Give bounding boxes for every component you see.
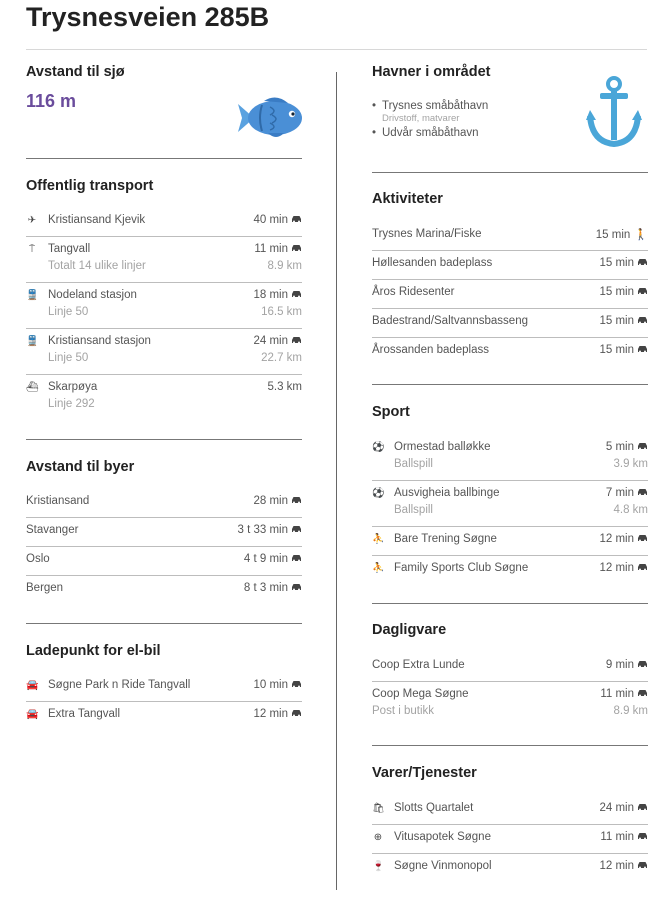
list-item: Åros Ridesenter 15 min <box>372 286 648 304</box>
list-item: ⍑ Tangvall Totalt 14 ulike linjer 11 min 8.9 km <box>26 243 302 277</box>
football-icon: ⚽ <box>372 442 385 453</box>
car-icon <box>637 316 648 324</box>
groceries-title: Dagligvare <box>372 622 447 638</box>
football-icon: ⚽ <box>372 488 385 499</box>
car-icon <box>637 861 648 869</box>
list-item: Trysnes Marina/Fiske 15 min 🚶 <box>372 228 648 241</box>
list-item: Coop Extra Lunde 9 min <box>372 659 648 677</box>
fish-icon <box>232 95 304 141</box>
car-icon <box>291 709 302 717</box>
harbor-list: • Trysnes småbåthavn Drivstoff, matvarer • Udvår småbåthavn <box>372 100 488 139</box>
car-icon <box>637 345 648 353</box>
bus-stop-icon: ⍑ <box>29 244 35 255</box>
page-title: Trysnesveien 285B <box>26 2 270 32</box>
list-item: ⛹ Family Sports Club Søgne 12 min <box>372 562 648 580</box>
car-icon <box>637 534 648 542</box>
car-icon <box>291 215 302 223</box>
charging-title: Ladepunkt for el-bil <box>26 643 161 659</box>
car-icon <box>637 832 648 840</box>
car-icon <box>291 583 302 591</box>
cities-title: Avstand til byer <box>26 459 135 475</box>
section-divider <box>26 439 302 440</box>
list-item: Høllesanden badeplass 15 min <box>372 257 648 275</box>
car-icon <box>637 660 648 668</box>
car-icon <box>291 496 302 504</box>
list-item: Oslo 4 t 9 min <box>26 553 302 571</box>
train-icon: 🚆 <box>26 336 39 347</box>
list-item: Bergen 8 t 3 min <box>26 582 302 600</box>
section-divider <box>372 384 648 385</box>
list-item: • Udvår småbåthavn <box>372 127 488 139</box>
list-item: 🚆 Kristiansand stasjon Linje 50 24 min 22.7 km <box>26 335 302 364</box>
list-item: ⛴ Skarpøya Linje 292 5.3 km <box>26 381 302 410</box>
list-item: • Trysnes småbåthavn <box>372 100 488 112</box>
car-icon <box>291 244 302 252</box>
fitness-icon: ⛹ <box>372 563 385 574</box>
car-icon <box>637 488 648 496</box>
list-item: 🍷 Søgne Vinmonopol 12 min <box>372 860 648 878</box>
list-item: Stavanger 3 t 33 min <box>26 524 302 542</box>
list-item: 🚘 Extra Tangvall 12 min <box>26 708 302 726</box>
list-item: Kristiansand 28 min <box>26 495 302 513</box>
wine-icon: 🍷 <box>372 861 385 872</box>
section-divider <box>372 745 648 746</box>
sea-distance-value: 116 m <box>26 91 77 111</box>
ferry-icon: ⛴ <box>26 382 39 393</box>
car-icon <box>637 689 648 697</box>
sea-distance-title: Avstand til sjø <box>26 64 125 80</box>
section-divider <box>372 172 648 173</box>
car-icon <box>291 554 302 562</box>
car-icon <box>637 563 648 571</box>
title-divider <box>26 49 647 50</box>
car-icon <box>637 287 648 295</box>
section-divider <box>26 158 302 159</box>
car-icon <box>291 336 302 344</box>
harbors-title: Havner i området <box>372 64 491 80</box>
list-item: Årossanden badeplass 15 min <box>372 344 648 362</box>
section-divider <box>372 603 648 604</box>
fitness-icon: ⛹ <box>372 534 385 545</box>
list-item: 🛍 Slotts Quartalet 24 min <box>372 802 648 820</box>
airplane-icon: ✈ <box>27 215 37 226</box>
column-divider <box>336 72 337 890</box>
list-item: ✈ Kristiansand Kjevik 40 min <box>26 214 302 232</box>
list-item: ⚽ Ormestad balløkke Ballspill 5 min 3.9 km <box>372 441 648 470</box>
list-item: 🚆 Nodeland stasjon Linje 50 18 min 16.5 km <box>26 289 302 318</box>
list-item: ⚽ Ausvigheia ballbinge Ballspill 7 min 4.8 km <box>372 487 648 516</box>
list-item: ⛹ Bare Trening Søgne 12 min <box>372 533 648 551</box>
car-icon <box>291 290 302 298</box>
activities-title: Aktiviteter <box>372 191 443 207</box>
car-icon <box>637 258 648 266</box>
sport-title: Sport <box>372 404 410 420</box>
list-item: 🚘 Søgne Park n Ride Tangvall 10 min <box>26 679 302 697</box>
train-icon: 🚆 <box>26 290 39 301</box>
section-divider <box>26 623 302 624</box>
car-icon <box>291 680 302 688</box>
ev-car-icon: 🚘 <box>26 680 39 691</box>
car-icon <box>291 525 302 533</box>
ev-car-icon: 🚘 <box>26 709 39 720</box>
transport-title: Offentlig transport <box>26 178 154 194</box>
list-item: Badestrand/Saltvannsbasseng 15 min <box>372 315 648 333</box>
anchor-icon <box>586 76 642 148</box>
list-item: ⊕ Vitusapotek Søgne 11 min <box>372 831 648 849</box>
list-item: Coop Mega Søgne Post i butikk 11 min 8.9 km <box>372 688 648 717</box>
car-icon <box>637 803 648 811</box>
car-icon <box>637 442 648 450</box>
walk-icon: 🚶 <box>634 229 648 241</box>
services-title: Varer/Tjenester <box>372 765 477 781</box>
shopping-bag-icon: 🛍 <box>372 803 385 814</box>
pharmacy-icon: ⊕ <box>373 832 383 843</box>
